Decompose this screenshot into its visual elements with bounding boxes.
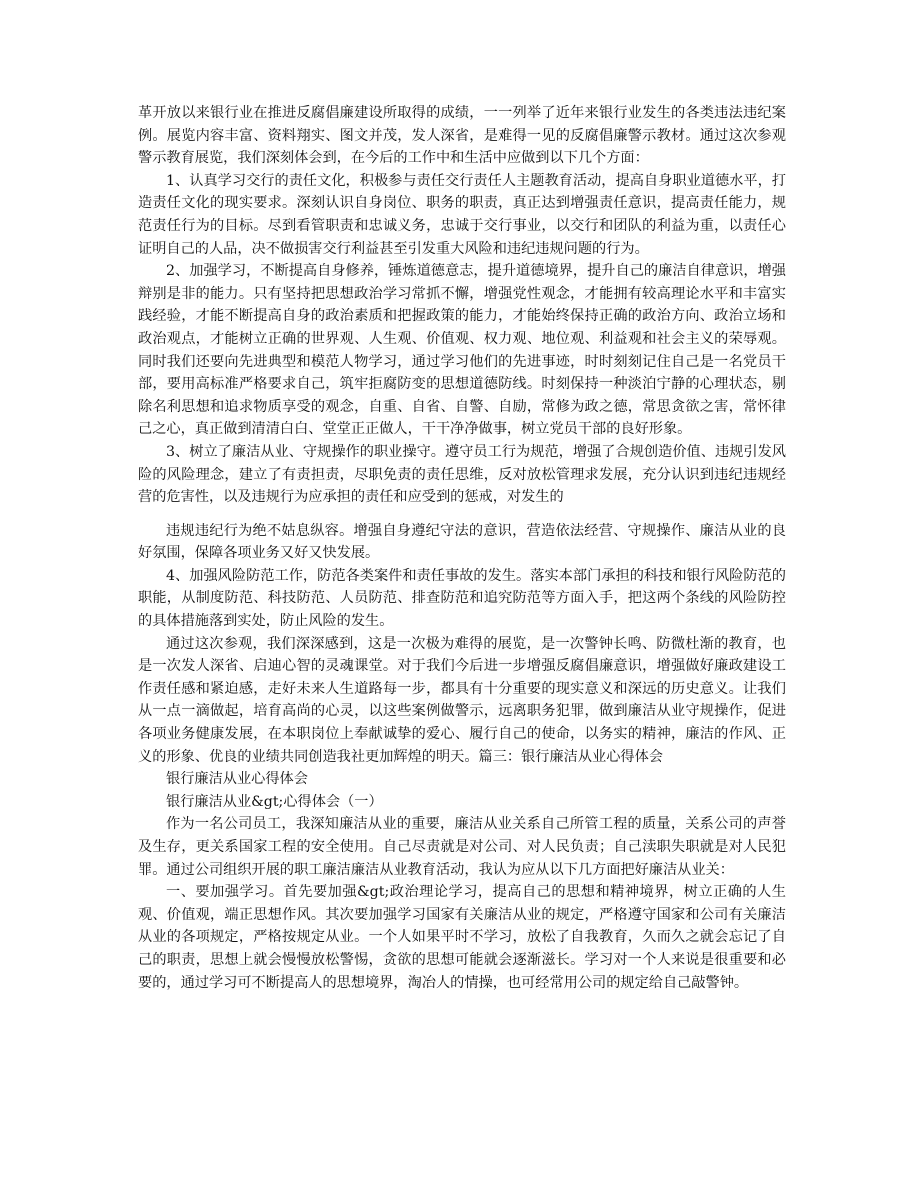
document-page [138,102,786,994]
section-subtitle: 银行廉洁从业&gt;心得体会（一） [166,793,383,810]
paragraph-point-3-continued: 违规违纪行为绝不姑息纵容。增强自身遵纪守法的意识，营造依法经营、守规操作、廉洁从业的良好氛围，保障各项业务又好又快发展。 [138,522,786,562]
paragraph-intro: 革开放以来银行业在推进反腐倡廉建设所取得的成绩，一一列举了近年来银行业发生的各类违法违纪案例。展览内容丰富、资料翔实、图文并茂，发人深省，是难得一见的反腐倡廉警示教材。通过这次参观警示教育展览，我们深刻体会到，在今后的工作中和生活中应做到以下几个方面： [138,105,786,167]
page-break-gap [138,509,786,520]
paragraph-section-intro: 作为一名公司员工，我深知廉洁从业的重要，廉洁从业关系自己所管工程的质量，关系公司的声誉及生存，更关系国家工程的安全使用。自己尽责就是对公司、对人民负责；自己渎职失职就是对人民犯罪。通过公司组织开展的职工廉洁廉洁从业教育活动，我认为应从以下几方面把好廉洁从业关： [138,816,786,878]
paragraph-point-4: 4、加强风险防范工作，防范各类案件和责任事故的发生。落实本部门承担的科技和银行风险防范的职能，从制度防范、科技防范、人员防范、排查防范和追究防范等方面入手，把这两个条线的风险防控的具体措施落到实处，防止风险的发生。 [138,567,786,630]
paragraph-point-1: 1、认真学习交行的责任文化，积极参与责任交行责任人主题教育活动，提高自身职业道德水平，打造责任文化的现实要求。深刻认识自身岗位、职务的职责，真正达到增强责任意识，提高责任能力，规范责任行为的目标。尽到看管职责和忠诚义务，忠诚于交行事业，以交行和团队的利益为重，以责任心证明自己的人品，决不做损害交行利益甚至引发重大风险和违纪违规问题的行为。 [138,172,786,257]
paragraph-conclusion: 通过这次参观，我们深深感到，这是一次极为难得的展览，是一次警钟长鸣、防微杜渐的教育，也是一次发人深省、启迪心智的灵魂课堂。对于我们今后进一步增强反腐倡廉意识，增强做好廉政建设工作责任感和紧迫感，走好未来人生道路每一步，都具有十分重要的现实意义和深远的历史意义。让我们从一点一滴做起，培育高尚的心灵，以这些案例做警示，远离职务犯罪，做到廉洁从业守规操作，促进各项业务健康发展，在本职岗位上奉献诚挚的爱心、履行自己的使命，以务实的精神，廉洁的作风、正义的形象、优良的业绩共同创造我社更加辉煌的明天。篇三：银行廉洁从业心得体会 [138,635,786,765]
paragraph-point-2: 2、加强学习，不断提高自身修养，锤炼道德意志，提升道德境界，提升自己的廉洁自律意识，增强辩别是非的能力。只有坚持把思想政治学习常抓不懈，增强党性观念，才能拥有较高理论水平和丰富实践经验，才能不断提高自身的政治素质和把握政策的能力，才能始终保持正确的政治方向、政治立场和政治观点，才能树立正确的世界观、人生观、价值观、权力观、地位观、利益观和社会主义的荣辱观。同时我们还要向先进典型和模范人物学习，通过学习他们的先进事迹，时时刻刻记住自己是一名党员干部，要用高标准严格要求自己，筑牢拒腐防变的思想道德防线。时刻保持一种淡泊宁静的心理状态，剔除名利思想和追求物质享受的观念，自重、自省、自警、自励，常修为政之德，常思贪欲之害，常怀律己之心，真正做到清清白白、堂堂正正做人，干干净净做事，树立党员干部的良好形象。 [138,263,786,438]
paragraph-point-3: 3、树立了廉洁从业、守规操作的职业操守。遵守员工行为规范，增强了合规创造价值、违规引发风险的风险理念，建立了有责担责，尽职免责的责任思维，反对放松管理求发展，充分认识到违纪违规经营的危害性，以及违规行为应承担的责任和应受到的惩戒，对发生的 [138,443,786,506]
section-title: 银行廉洁从业心得体会 [166,771,308,788]
paragraph-section-point-1: 一、要加强学习。首先要加强&gt;政治理论学习，提高自己的思想和精神境界，树立正确的人生观、价值观，端正思想作风。其次要加强学习国家有关廉洁从业的规定，严格遵守国家和公司有关廉洁从业的各项规定，严格按规定从业。一个人如果平时不学习，放松了自我教育，久而久之就会忘记了自己的职责，思想上就会慢慢放松警惕，贪欲的思想可能就会逐渐滋长。学习对一个人来说是很重要和必要的，通过学习可不断提高人的思想境界，淘冶人的情操，也可经常用公司的规定给自己敲警钟。 [138,884,786,991]
